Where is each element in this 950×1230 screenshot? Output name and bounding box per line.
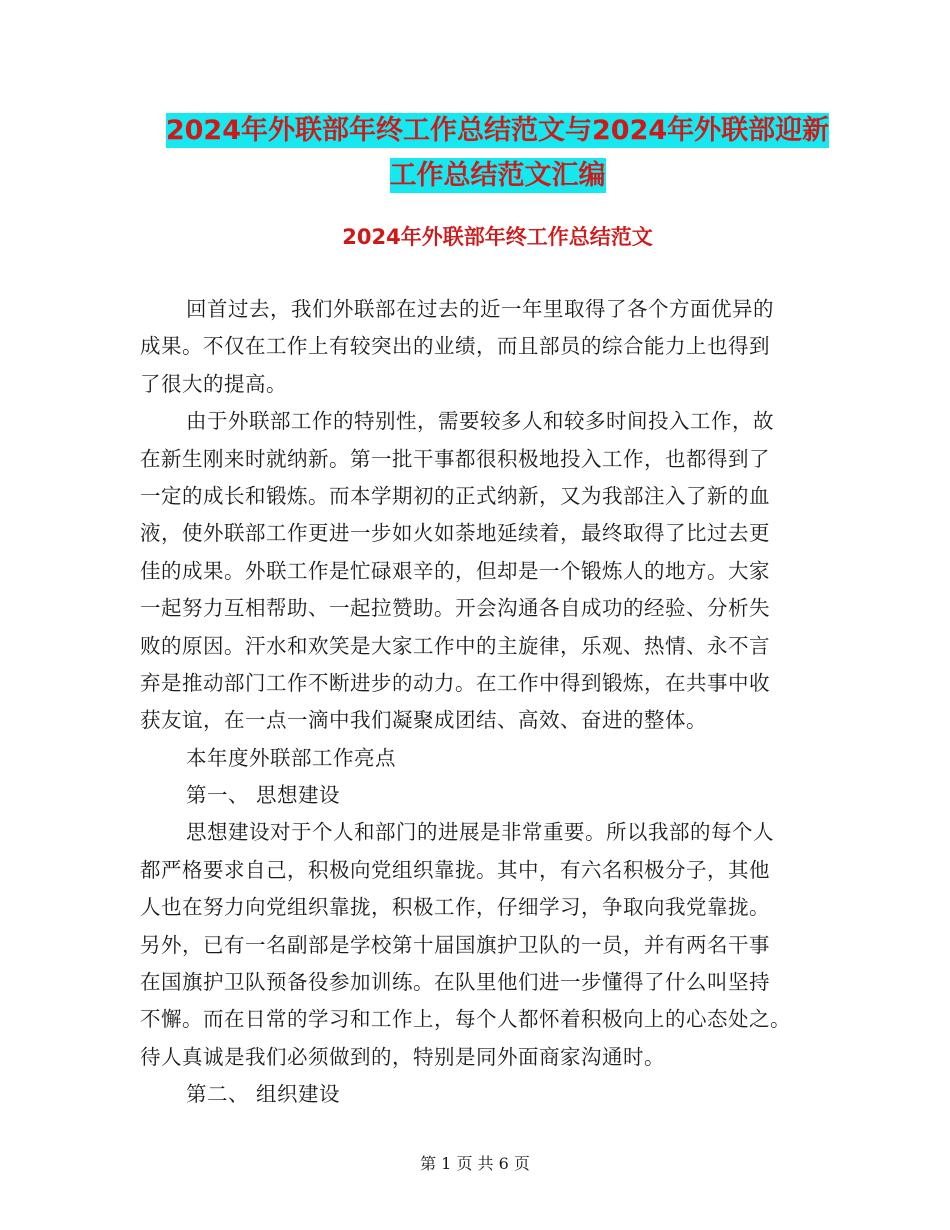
paragraph-line: 在新生刚来时就纳新。第一批干事都很积极地投入工作，也都得到了 bbox=[140, 446, 770, 471]
paragraph-line: 另外，已有一名副部是学校第十届国旗护卫队的一员，并有两名干事 bbox=[140, 932, 770, 957]
subheading: 本年度外联部工作亮点 bbox=[186, 745, 396, 770]
document-title bbox=[140, 108, 855, 198]
paragraph-line: 一定的成长和锻炼。而本学期初的正式纳新，又为我部注入了新的血 bbox=[140, 483, 770, 508]
subheading: 第二、 组织建设 bbox=[186, 1082, 341, 1107]
subheading: 第一、 思想建设 bbox=[186, 783, 341, 808]
paragraph-line: 了很大的提高。 bbox=[140, 371, 287, 396]
paragraph-line: 佳的成果。外联工作是忙碌艰辛的，但却是一个锻炼人的地方。大家 bbox=[140, 558, 770, 583]
paragraph-line: 待人真诚是我们必须做到的，特别是同外面商家沟通时。 bbox=[140, 1044, 665, 1069]
section-title: 2024年外联部年终工作总结范文 bbox=[342, 225, 653, 249]
paragraph-line: 一起努力互相帮助、一起拉赞助。开会沟通各自成功的经验、分析失 bbox=[140, 596, 770, 621]
paragraph-line: 获友谊，在一点一滴中我们凝聚成团结、高效、奋进的整体。 bbox=[140, 708, 707, 733]
paragraph-line: 人也在努力向党组织靠拢，积极工作，仔细学习，争取向我党靠拢。 bbox=[140, 895, 770, 920]
paragraph-line: 由于外联部工作的特别性，需要较多人和较多时间投入工作，故 bbox=[186, 409, 774, 434]
paragraph-line: 败的原因。汗水和欢笑是大家工作中的主旋律，乐观、热情、永不言 bbox=[140, 633, 770, 658]
paragraph-line: 弃是推动部门工作不断进步的动力。在工作中得到锻炼，在共事中收 bbox=[140, 670, 770, 695]
paragraph-line: 成果。不仅在工作上有较突出的业绩，而且部员的综合能力上也得到 bbox=[140, 334, 770, 359]
paragraph-line: 在国旗护卫队预备役参加训练。在队里他们进一步懂得了什么叫坚持 bbox=[140, 970, 770, 995]
paragraph-line: 思想建设对于个人和部门的进展是非常重要。所以我部的每个人 bbox=[186, 820, 774, 845]
paragraph-line: 都严格要求自己，积极向党组织靠拢。其中，有六名积极分子，其他 bbox=[140, 857, 770, 882]
paragraph-line: 不懈。而在日常的学习和工作上，每个人都怀着积极向上的心态处之。 bbox=[140, 1007, 791, 1032]
page-footer: 第 1 页 共 6 页 bbox=[420, 1154, 530, 1173]
document-title-line-1: 2024年外联部年终工作总结范文与2024年外联部迎新 bbox=[165, 115, 830, 146]
paragraph-line: 液，使外联部工作更进一步如火如荼地延续着，最终取得了比过去更 bbox=[140, 521, 770, 546]
document-title-line-2: 工作总结范文汇编 bbox=[389, 160, 606, 191]
paragraph-line: 回首过去，我们外联部在过去的近一年里取得了各个方面优异的 bbox=[186, 297, 774, 321]
document-body bbox=[140, 291, 820, 1114]
